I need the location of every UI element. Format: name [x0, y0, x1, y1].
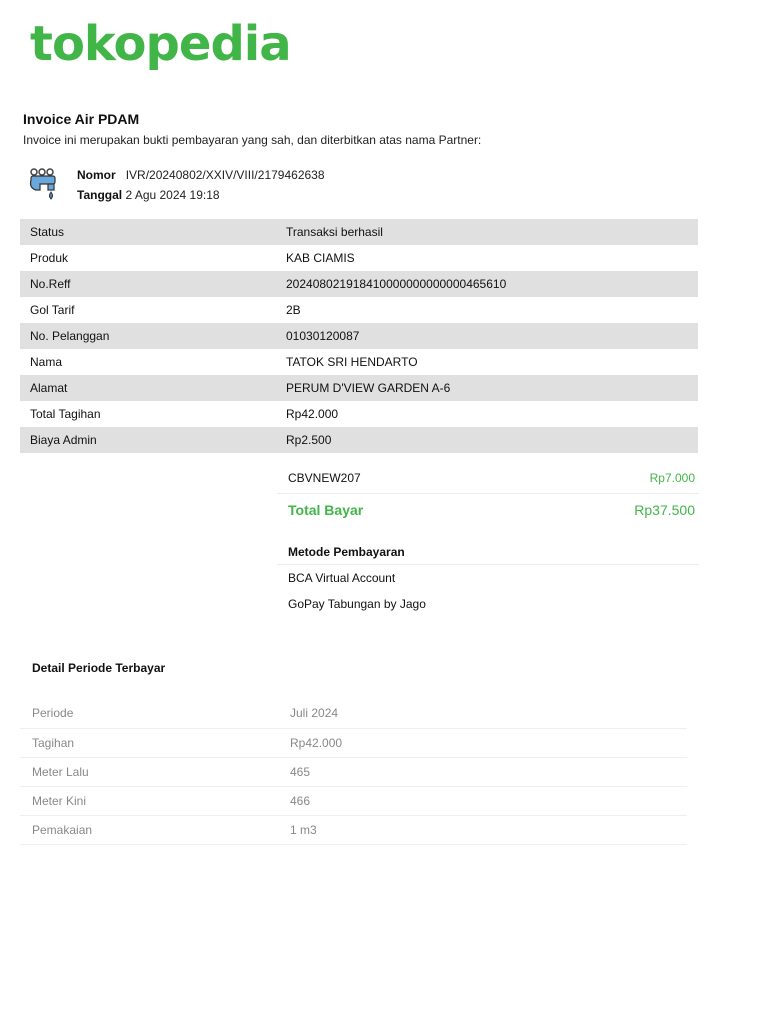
- payment-method-label: BCA Virtual Account: [288, 571, 396, 585]
- nomor-value: IVR/20240802/XXIV/VIII/2179462638: [125, 168, 325, 182]
- payment-method-item: [277, 565, 699, 591]
- row-value: 202408021918410000000000000465610: [276, 271, 698, 297]
- payment-method-item: [277, 591, 699, 617]
- promo-value: Rp7.000: [649, 471, 695, 485]
- row-label: Meter Kini: [20, 786, 278, 815]
- table-row: [20, 401, 698, 427]
- row-value: KAB CIAMIS: [286, 251, 355, 265]
- row-value: Transaksi berhasil: [276, 219, 698, 245]
- table-row: [20, 323, 698, 349]
- promo-row: [277, 463, 699, 494]
- payment-summary: [277, 463, 699, 617]
- row-label: Status: [20, 219, 276, 245]
- invoice-info-table: [20, 219, 698, 453]
- detail-period-table: [20, 699, 687, 845]
- invoice-title: Invoice Air PDAM: [23, 111, 140, 127]
- table-row: [20, 757, 687, 786]
- row-label: Total Tagihan: [30, 407, 101, 421]
- row-label: Nama: [30, 355, 63, 369]
- row-value: Rp42.000: [278, 728, 687, 757]
- invoice-subtitle: Invoice ini merupakan bukti pembayaran yang sah, dan diterbitkan atas nama Partner:: [23, 133, 482, 147]
- row-value: 2B: [286, 303, 301, 317]
- row-value: 1 m3: [278, 815, 687, 844]
- table-row: [20, 699, 687, 728]
- total-row: [277, 494, 699, 526]
- payment-method-heading: [277, 540, 699, 565]
- tanggal-label: Tanggal: [77, 188, 123, 202]
- detail-period-title: Detail Periode Terbayar: [32, 661, 166, 675]
- table-row: [20, 219, 698, 245]
- row-label: Biaya Admin: [20, 427, 276, 453]
- table-row: [20, 786, 687, 815]
- total-value: Rp37.500: [634, 502, 695, 518]
- water-tap-icon: [28, 166, 64, 202]
- row-label: No. Pelanggan: [20, 323, 276, 349]
- row-value: Juli 2024: [278, 699, 687, 728]
- row-label: Pemakaian: [20, 815, 278, 844]
- row-value: PERUM D'VIEW GARDEN A-6: [276, 375, 698, 401]
- table-row: [20, 271, 698, 297]
- table-row: [20, 297, 698, 323]
- table-row: [20, 349, 698, 375]
- row-value: 01030120087: [276, 323, 698, 349]
- row-label: Gol Tarif: [30, 303, 75, 317]
- row-value: 465: [278, 757, 687, 786]
- row-label: Meter Lalu: [20, 757, 278, 786]
- row-value: Rp2.500: [276, 427, 698, 453]
- table-row: [20, 728, 687, 757]
- payment-method-label: GoPay Tabungan by Jago: [288, 597, 426, 611]
- tanggal-value: 2 Agu 2024 19:18: [125, 188, 220, 202]
- invoice-date: [77, 188, 220, 202]
- table-row: [20, 375, 698, 401]
- row-label: Tagihan: [20, 728, 278, 757]
- row-label: Alamat: [20, 375, 276, 401]
- row-label: Periode: [20, 699, 278, 728]
- row-value: Rp42.000: [286, 407, 339, 421]
- table-row: [20, 427, 698, 453]
- table-row: [20, 245, 698, 271]
- promo-code: CBVNEW207: [288, 471, 361, 485]
- invoice-number: [77, 168, 325, 182]
- row-value: 466: [278, 786, 687, 815]
- payment-method-heading-text: Metode Pembayaran: [288, 545, 405, 559]
- total-label: Total Bayar: [288, 502, 364, 518]
- row-value: TATOK SRI HENDARTO: [286, 355, 418, 369]
- row-label: No.Reff: [20, 271, 276, 297]
- table-row: [20, 815, 687, 844]
- tokopedia-logo: tokopedia: [30, 16, 291, 72]
- nomor-label: Nomor: [77, 168, 116, 182]
- row-label: Produk: [30, 251, 69, 265]
